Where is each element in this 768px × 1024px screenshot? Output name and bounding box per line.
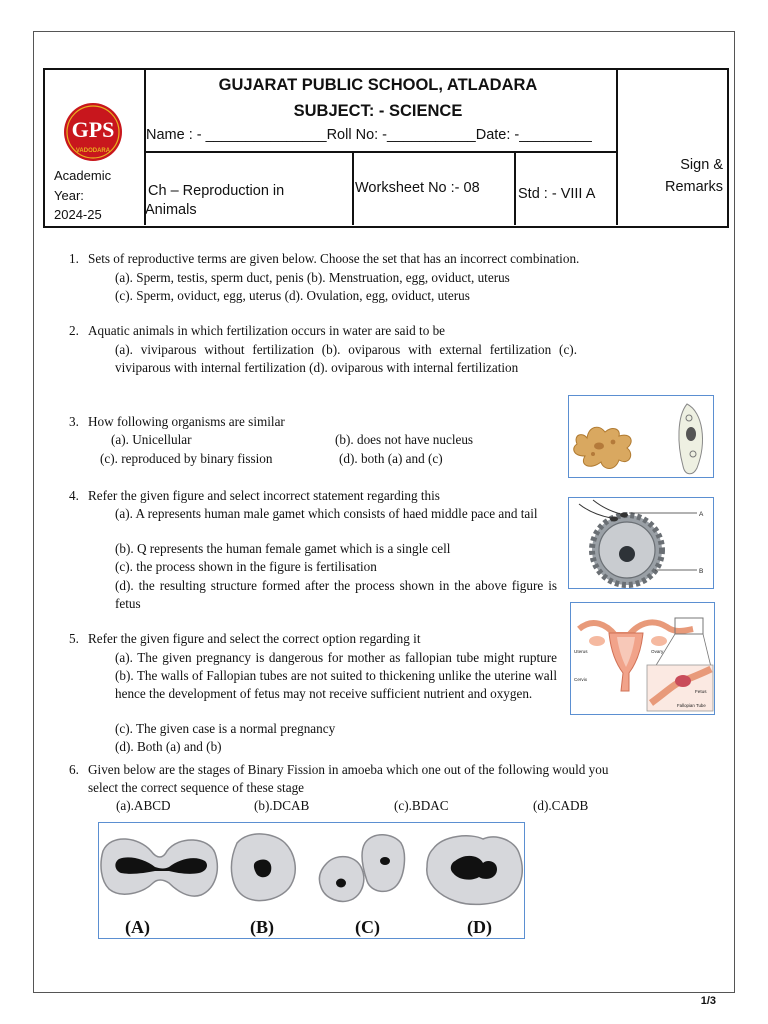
question-stem: Refer the given figure and select the correct option regarding it bbox=[88, 631, 421, 646]
option-c: (c). reproduced by binary fission bbox=[100, 451, 273, 466]
sign-remarks bbox=[618, 154, 723, 198]
question-stem: Aquatic animals in which fertilization occurs in water are said to be bbox=[88, 323, 446, 338]
remarks-label: Remarks bbox=[664, 179, 723, 195]
school-logo bbox=[59, 102, 127, 162]
year-label: Year: bbox=[54, 187, 84, 203]
subject-title: SUBJECT: - SCIENCE bbox=[293, 102, 463, 120]
stage-label-d: (D) bbox=[467, 917, 492, 937]
ectopic-pregnancy-figure bbox=[570, 602, 715, 715]
academic-year bbox=[54, 166, 111, 225]
academic-year-value: 2024-25 bbox=[54, 207, 102, 222]
name-roll-date-line: Name : - _______________Roll No: -___________Date: -_________ bbox=[146, 127, 592, 143]
standard: Std : - VIII A bbox=[518, 186, 596, 202]
option-d: (d).CADB bbox=[533, 798, 589, 813]
option-text: (c). The given case is a normal pregnancy bbox=[115, 721, 336, 736]
label-cervix: Cervix bbox=[574, 677, 588, 682]
question-number: 3. bbox=[69, 414, 79, 429]
academic-label: Academic bbox=[54, 168, 112, 183]
amoeba-paramecium-figure bbox=[568, 395, 714, 478]
options-line: (c). Sperm, oviduct, egg, uterus (d). Ovulation, egg, oviduct, uterus bbox=[115, 288, 470, 303]
option-text: (d). Both (a) and (b) bbox=[115, 739, 222, 754]
figure-label-a: A bbox=[699, 511, 704, 518]
question-number: 1. bbox=[69, 251, 79, 266]
option-text: (b). Q represents the human female gamet which is a single cell bbox=[115, 541, 451, 556]
question-number: 4. bbox=[69, 488, 79, 503]
chapter-title-1: Ch – Reproduction in bbox=[148, 183, 285, 199]
question-stem: Sets of reproductive terms are given below. Choose the set that has an incorrect combination. bbox=[88, 251, 580, 266]
binary-fission-figure bbox=[98, 822, 525, 939]
question-number: 6. bbox=[69, 762, 79, 777]
figure-label-b: B bbox=[699, 568, 704, 575]
question-stem: How following organisms are similar bbox=[88, 414, 285, 429]
page-number: 1/3 bbox=[700, 995, 716, 1007]
header-table bbox=[43, 68, 729, 228]
logo-subtext: VADODARA bbox=[75, 148, 111, 154]
option-b: (b). does not have nucleus bbox=[335, 432, 474, 447]
options-line: (a). Sperm, testis, sperm duct, penis (b). Menstruation, egg, oviduct, uterus bbox=[115, 270, 510, 285]
question-stem: Refer the given figure and select incorrect statement regarding this bbox=[88, 488, 440, 503]
option-d: (d). both (a) and (c) bbox=[339, 451, 443, 466]
label-fallopian-tube: Fallopian Tube bbox=[677, 703, 706, 708]
question-stem: Given below are the stages of Binary Fission in amoeba which one out of the following would you bbox=[88, 762, 609, 777]
school-name: GUJARAT PUBLIC SCHOOL, ATLADARA bbox=[218, 76, 538, 94]
sign-label: Sign & bbox=[680, 157, 723, 173]
label-ovary: Ovary bbox=[651, 649, 664, 654]
fertilisation-figure bbox=[568, 497, 714, 589]
label-fetus: Fetus bbox=[695, 689, 707, 694]
option-text: (c). the process shown in the figure is fertilisation bbox=[115, 559, 377, 574]
stage-label-b: (B) bbox=[250, 917, 274, 937]
logo-text: GPS bbox=[71, 117, 115, 142]
worksheet-number: Worksheet No :- 08 bbox=[355, 180, 480, 196]
option-c: (c).BDAC bbox=[394, 798, 449, 813]
question-number: 5. bbox=[69, 631, 79, 646]
option-d: (d). the resulting structure formed after the process shown in the above figure is fetus bbox=[115, 578, 557, 611]
option-a: (a). A represents human male gamet which consists of haed middle pace and tail bbox=[115, 506, 538, 521]
option-a: (a). The given pregnancy is dangerous for mother as fallopian tube might rupture (b). The walls of Fallopian tubes are not suited to thickening unlike the uterine wall hence the development of fetus may not receive sufficient nutrient and oxygen. bbox=[115, 650, 557, 701]
option-a: (a). Unicellular bbox=[111, 432, 192, 447]
question-stem-2: select the correct sequence of these stage bbox=[88, 780, 305, 795]
stage-label-a: (A) bbox=[125, 917, 150, 937]
question-2-options: (a). viviparous without fertilization (b). oviparous with external fertilization (c). viviparous with internal fertilization (d). oviparous with internal fertilization bbox=[115, 342, 577, 375]
stage-label-c: (C) bbox=[355, 917, 380, 937]
option-a: (a).ABCD bbox=[116, 798, 171, 813]
chapter-title-2: Animals bbox=[145, 202, 197, 218]
option-b: (b).DCAB bbox=[254, 798, 310, 813]
question-number: 2. bbox=[69, 323, 79, 338]
label-uterus: Uterus bbox=[574, 649, 588, 654]
